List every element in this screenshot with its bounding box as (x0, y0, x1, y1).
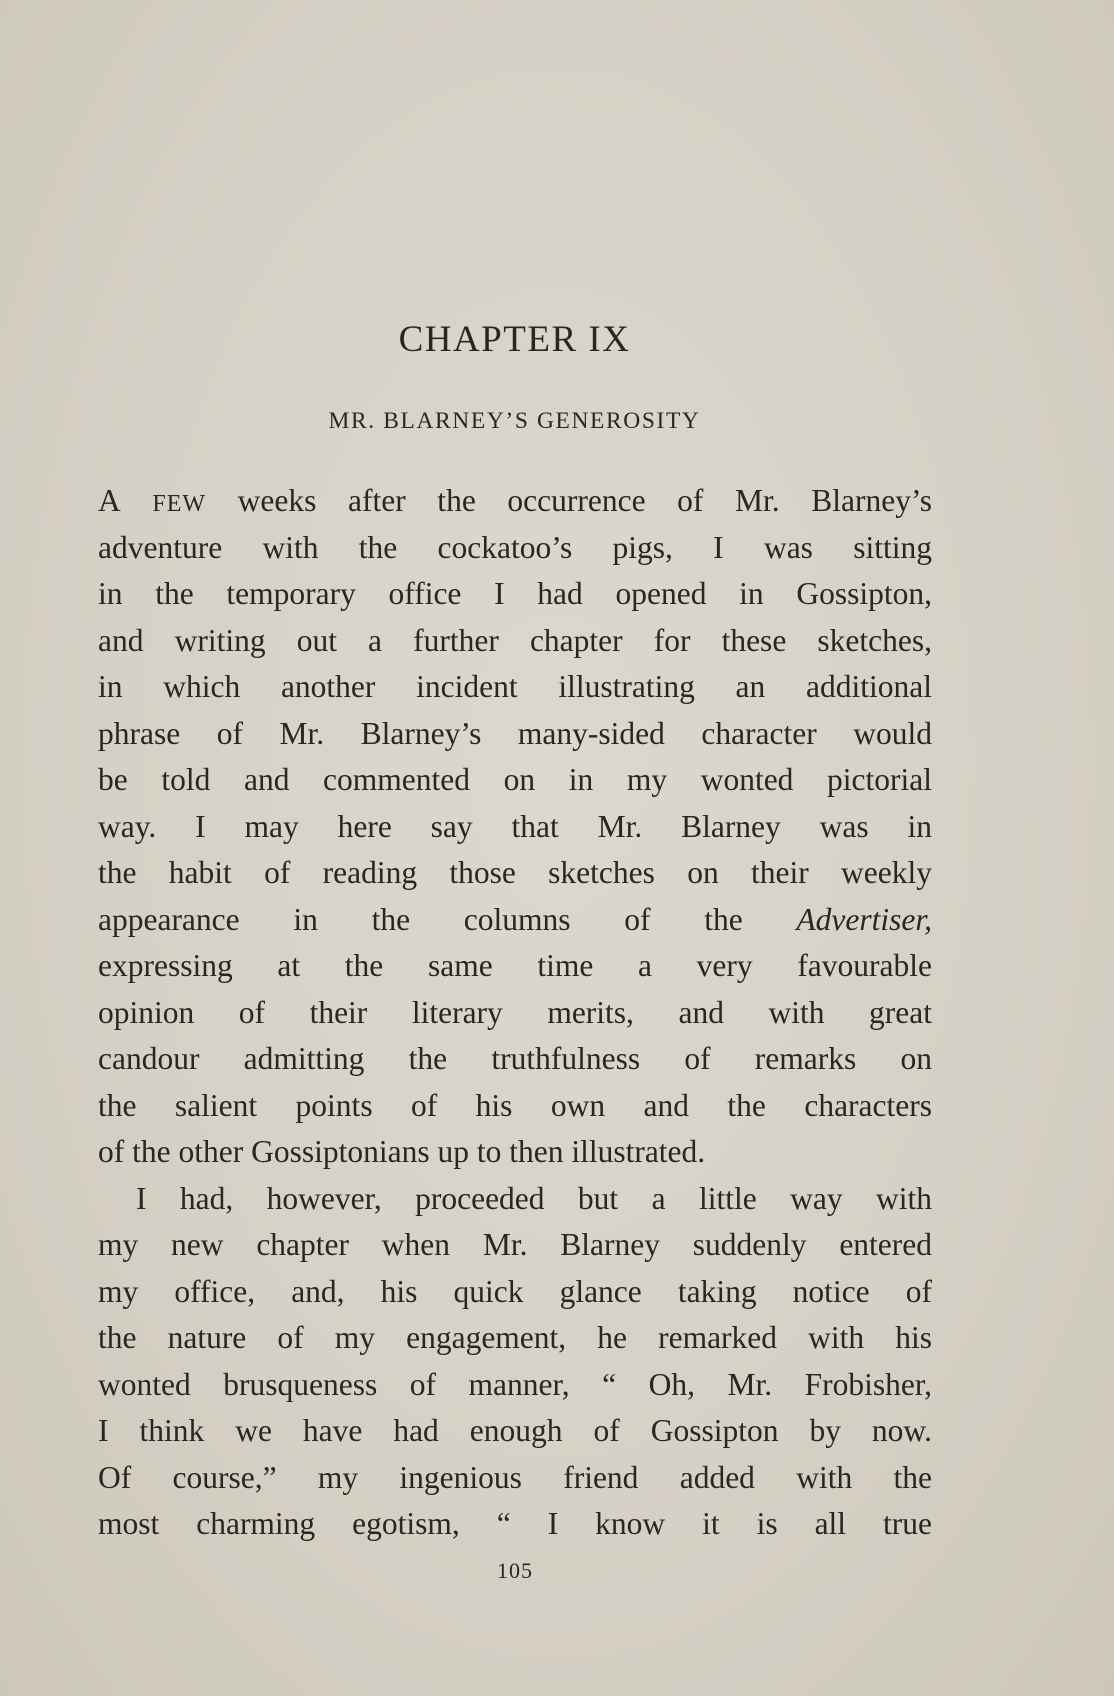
text-line: adventure with the cockatoo’s pigs, I was sitting (98, 529, 932, 565)
text-line: be told and commented on in my wonted pictorial (98, 762, 932, 797)
page-number: 105 (497, 1558, 533, 1583)
text-line: the habit of reading those sketches on their weekly (98, 855, 932, 890)
text-line: I had, however, proceeded but a little way with (136, 1180, 932, 1216)
dropcap-word: A (98, 483, 121, 518)
chapter-subtitle: MR. BLARNEY’S GENEROSITY (328, 408, 701, 434)
chapter-title: CHAPTER IX (398, 319, 631, 360)
text-line: in which another incident illustrating an additional (98, 669, 932, 704)
text-line: most charming egotism, “ I know it is all true (98, 1506, 932, 1541)
text-line: my new chapter when Mr. Blarney suddenly entered (98, 1227, 932, 1262)
text-line (98, 897, 932, 944)
text-line: expressing at the same time a very favourable (98, 948, 932, 983)
text-line: and writing out a further chapter for these sketches, (98, 622, 932, 658)
text-line: in the temporary office I had opened in Gossipton, (98, 576, 932, 611)
text-line: wonted brusqueness of manner, “ Oh, Mr. Frobisher, (98, 1366, 932, 1402)
italic-word: Advertiser, (796, 901, 932, 937)
text-line: the nature of my engagement, he remarked with his (98, 1320, 932, 1355)
body-text (98, 478, 932, 1548)
text-line: I think we have had enough of Gossipton by now. (98, 1413, 932, 1448)
text-line: opinion of their literary merits, and with great (98, 994, 932, 1030)
text-line: way. I may here say that Mr. Blarney was in (98, 808, 932, 844)
smallcaps-word: FEW (152, 491, 207, 517)
text-line: my office, and, his quick glance taking notice of (98, 1273, 932, 1309)
text-line-content: weeks after the occurrence of Mr. Blarney’s (206, 483, 932, 518)
text-line: of the other Gossiptonians up to then illustrated. (98, 1134, 706, 1169)
text-line: phrase of Mr. Blarney’s many-sided character would (98, 715, 932, 751)
text-line: Of course,” my ingenious friend added with the (98, 1459, 932, 1495)
text-line: candour admitting the truthfulness of remarks on (98, 1041, 932, 1076)
text-line (98, 478, 932, 525)
text-line-content: appearance in the columns of the (98, 901, 797, 937)
text-line: the salient points of his own and the characters (98, 1087, 932, 1123)
